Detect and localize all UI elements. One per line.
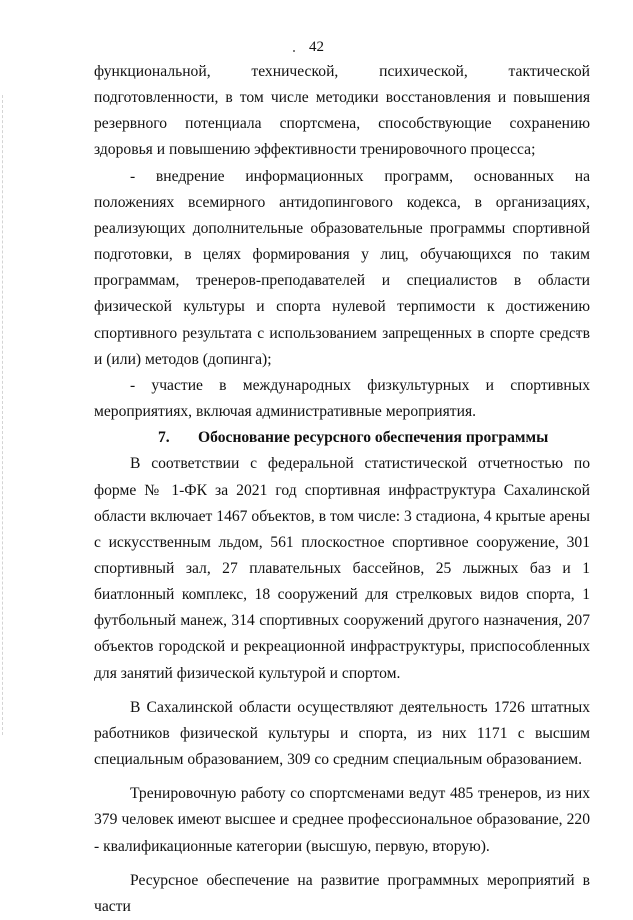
section-title: Обоснование ресурсного обеспечения программы (198, 429, 549, 447)
paragraph-resources: Ресурсное обеспечение на развитие программных мероприятий в части (94, 871, 590, 915)
section-heading (94, 425, 590, 451)
paragraph-coaches: Тренировочную работу со спортсменами ведут 485 тренеров, из них 379 человек имеют высшее и среднее профессиональное образование, 220 - квалификационные категории (высшую, первую, вторую). (94, 785, 590, 855)
paragraph-staff: В Сахалинской области осуществляют деятельность 1726 штатных работников физической культуры и спорта, из них 1171 с высшим специальным образованием, 309 со средним специальным образованием. (94, 698, 590, 769)
paragraph-infrastructure: В соответствии с федеральной статистической отчетностью по форме № 1-ФК за 2021 год спортивная инфраструктура Сахалинской области включает 1467 объектов, в том числе: 3 стадиона, 4 крытые арены с искусственным льдом, 561 плоскостное спортивное сооружение, 301 спортивный зал, 27 плавательных бассейнов, 25 лыжных баз и 1 биатлонный комплекс, 18 сооружений для стрелковых видов спорта, 1 футбольный манеж, 314 спортивных сооружений другого назначения, 207 объектов городской и рекреационной инфраструктуры, приспособленных для занятий физической культурой и спортом. (94, 455, 590, 682)
document-body (94, 59, 590, 920)
scan-margin-marks (2, 95, 6, 735)
page-number: 42 (309, 39, 324, 55)
paragraph-bullet-participation: - участие в международных физкультурных и спортивных мероприятиях, включая административные мероприятия. (94, 376, 590, 421)
paragraph-bullet-antidoping: - внедрение информационных программ, основанных на положениях всемирного антидопингового кодекса, в организациях, реализующих дополнительные образовательные программы спортивной подготовки, в целях формирования у лиц, обучающихся по таким программам, тренеров-преподавателей и специалистов в области физической культуры и спорта нулевой терпимости к достижению спортивного результата с использованием запрещенных в спорте средств и (или) методов (допинга); (94, 167, 590, 368)
paragraph-continuation: функциональной, технической, психической, тактической подготовленности, в том числе методики восстановления и повышения резервного потенциала спортсмена, способствующие сохранению здоровья и повышению эффективности тренировочного процесса; (94, 63, 590, 159)
section-number: 7. (158, 429, 170, 447)
